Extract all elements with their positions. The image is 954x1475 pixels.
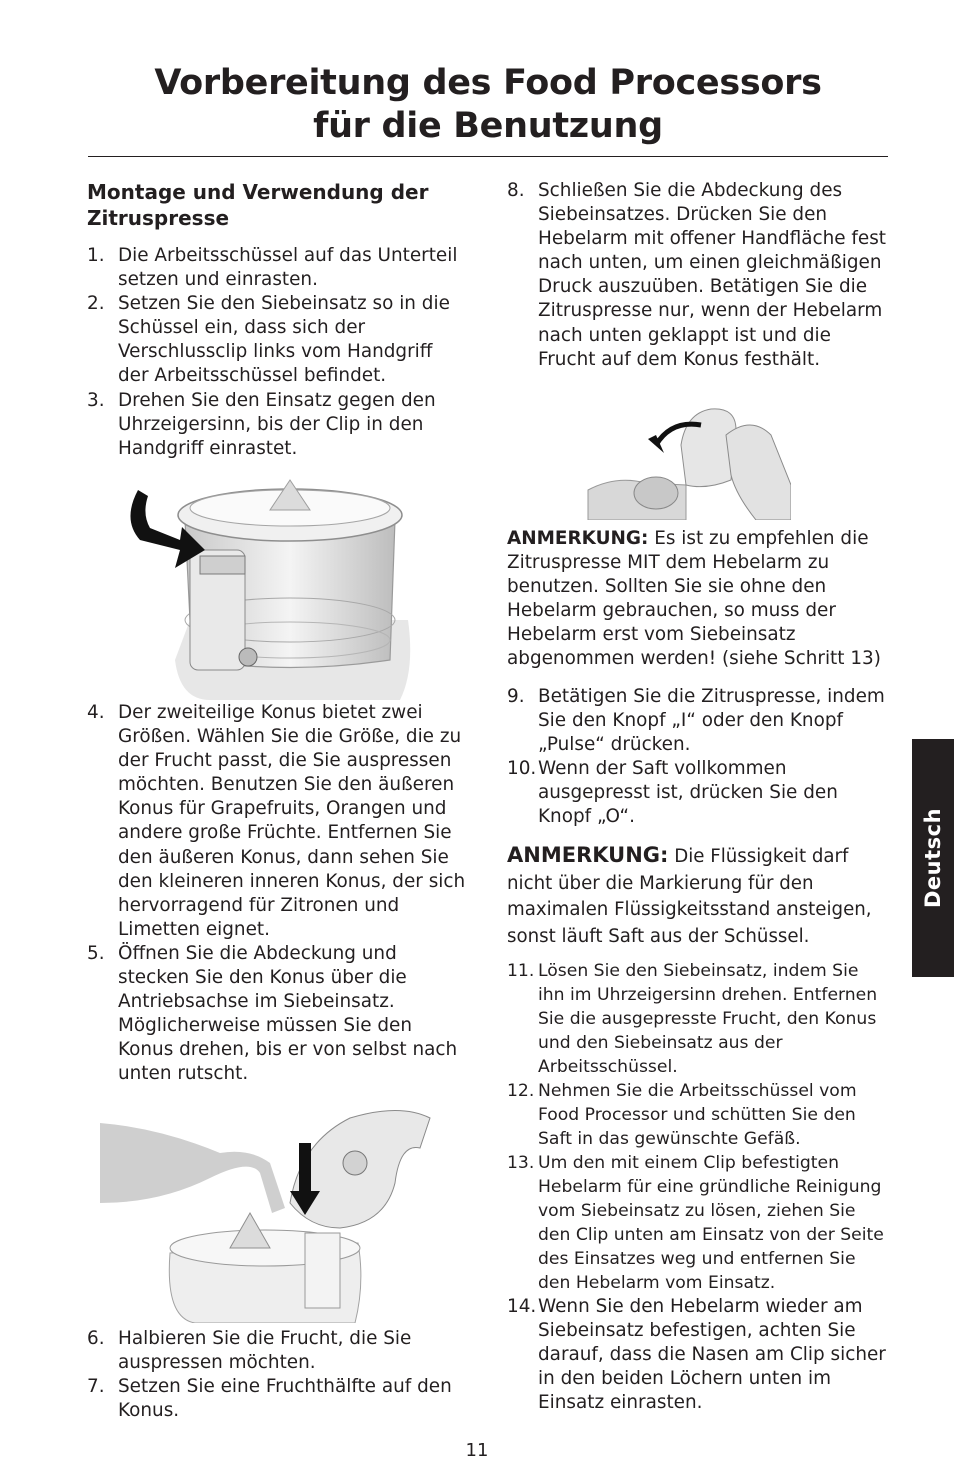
list-item: 6. Halbieren Sie die Frucht, die Sie auspressen möchten. xyxy=(87,1328,412,1374)
title-line-2: für die Benutzung xyxy=(313,106,663,146)
list-item: 10. Wenn der Saft vollkommen ausgepresst ist, drücken Sie den Knopf „O“. xyxy=(507,758,838,828)
list-item: 3. Drehen Sie den Einsatz gegen den Uhrzeigersinn, bis der Clip in den Handgriff einrastet. xyxy=(87,389,436,459)
steps-6-7 xyxy=(87,1327,467,1423)
steps-1-3 xyxy=(87,244,467,461)
note-1-text: Es ist zu empfehlen die Zitruspresse MIT dem Hebelarm zu benutzen. Sollten Sie sie ohne den Hebelarm gebrauchen, so muss der Hebelarm erst vom Siebeinsatz abgenommen werden! (siehe Schritt 13) xyxy=(507,528,881,670)
steps-4-5 xyxy=(87,701,467,1087)
page-title xyxy=(88,62,888,148)
illustration-close-lever xyxy=(586,405,791,520)
list-item: 11. Lösen Sie den Siebeinsatz, indem Sie ihn im Uhrzeigersinn drehen. Entfernen Sie die ausgepresste Frucht, den Konus und den Siebeinsatz aus der Arbeitsschüssel. xyxy=(507,961,878,1077)
list-item: 12. Nehmen Sie die Arbeitsschüssel vom Food Processor und schütten Sie den Saft in das gewünschte Gefäß. xyxy=(507,1081,857,1149)
note-2 xyxy=(507,842,887,950)
illustration-insert-bowl xyxy=(120,470,420,700)
list-item: 14. Wenn Sie den Hebelarm wieder am Siebeinsatz befestigen, achten Sie darauf, dass die Nasen am Clip sicher in den beiden Löchern unten im Einsatz einrasten. xyxy=(507,1296,886,1413)
note-1 xyxy=(507,527,887,672)
section-heading: Montage und Verwendung der Zitruspresse xyxy=(87,180,429,230)
step-8 xyxy=(507,179,887,372)
illustration-insert-cone xyxy=(100,1103,438,1323)
list-item: 8. Schließen Sie die Abdeckung des Siebeinsatzes. Drücken Sie den Hebelarm mit offener Handfläche fest nach unten, um einen gleichmäßigen Druck auszuüben. Betätigen Sie die Zitruspresse nur, wenn der Hebelarm nach unten geklappt ist und die Frucht auf dem Konus festhält. xyxy=(507,180,886,370)
note-2-label: ANMERKUNG: xyxy=(507,843,669,867)
steps-9-10 xyxy=(507,685,887,830)
list-item: 2. Setzen Sie den Siebeinsatz so in die Schüssel ein, dass sich der Verschlussclip links vom Handgriff der Arbeitsschüssel befindet. xyxy=(87,293,450,387)
note-1-label: ANMERKUNG: xyxy=(507,528,649,549)
list-item: 5. Öffnen Sie die Abdeckung und stecken Sie den Konus über die Antriebsachse im Siebeinsatz. Möglicherweise müssen Sie den Konus drehen, bis er von selbst nach unten rutscht. xyxy=(87,942,458,1085)
right-column-top xyxy=(507,179,887,372)
list-item: 4. Der zweiteilige Konus bietet zwei Größen. Wählen Sie die Größe, die zu der Frucht passt, die Sie auspressen möchten. Benutzen Sie den äußeren Konus für Grapefruits, Orangen und andere große Früchte. Entfernen Sie den äußeren Konus, dann sehen Sie den kleineren inneren Konus, der sich hervorragend für Zitronen und Limetten eignet. xyxy=(87,702,466,940)
left-column-top xyxy=(87,179,467,461)
title-divider xyxy=(88,156,888,157)
note-2-text: Die Flüssigkeit darf nicht über die Markierung für den maximalen Flüssigkeitsstand ansteigen, sonst läuft Saft aus der Schüssel. xyxy=(507,846,872,947)
list-item: 13. Um den mit einem Clip befestigten Hebelarm für eine gründliche Reinigung vom Siebeinsatz zu lösen, ziehen Sie den Clip unten am Einsatz von der Seite des Einsatzes weg und entfernen Sie den Hebelarm vom Einsatz. xyxy=(507,1153,884,1293)
right-column-middle xyxy=(507,685,887,830)
list-item: 7. Setzen Sie eine Fruchthälfte auf den Konus. xyxy=(87,1376,452,1422)
page-number: 11 xyxy=(465,1440,489,1461)
list-item: 9. Betätigen Sie die Zitruspresse, indem Sie den Knopf „I“ oder den Knopf „Pulse“ drücken. xyxy=(507,686,885,756)
steps-11-14 xyxy=(507,959,887,1415)
language-tab xyxy=(912,739,954,977)
left-column-bottom xyxy=(87,1327,467,1423)
list-item: 1. Die Arbeitsschüssel auf das Unterteil setzen und einrasten. xyxy=(87,245,458,291)
right-column-bottom xyxy=(507,959,887,1415)
language-tab-label: Deutsch xyxy=(921,807,945,909)
left-column-middle xyxy=(87,701,467,1087)
title-line-1: Vorbereitung des Food Processors xyxy=(154,63,822,103)
